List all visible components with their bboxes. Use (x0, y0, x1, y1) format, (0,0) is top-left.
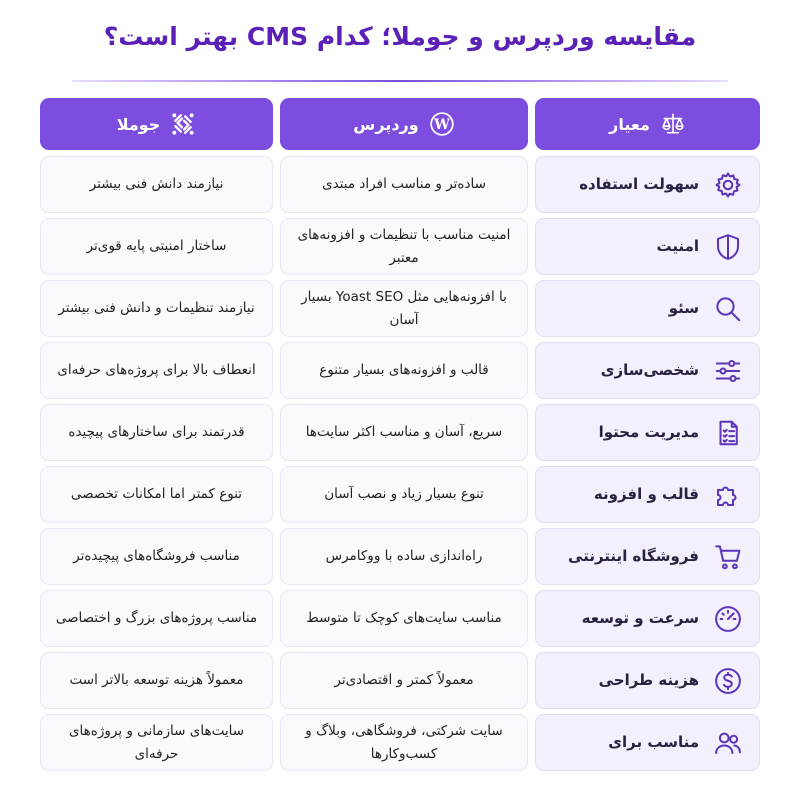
table-row (40, 466, 760, 523)
header-criterion (535, 98, 760, 150)
criterion-cell (535, 714, 760, 771)
header-joomla-label: جوملا (116, 114, 161, 134)
table-row (40, 156, 760, 213)
search-icon (713, 294, 743, 324)
joomla-cell: مناسب فروشگاه‌های پیچیده‌تر (40, 528, 273, 585)
criterion-cell (535, 342, 760, 399)
wordpress-cell: تنوع بسیار زیاد و نصب آسان (280, 466, 528, 523)
table-row (40, 342, 760, 399)
wordpress-cell: ساده‌تر و مناسب افراد مبتدی (280, 156, 528, 213)
table-header (40, 98, 760, 150)
joomla-cell: نیازمند تنظیمات و دانش فنی بیشتر (40, 280, 273, 337)
joomla-cell: مناسب پروژه‌های بزرگ و اختصاصی (40, 590, 273, 647)
criterion-cell (535, 466, 760, 523)
table-row (40, 280, 760, 337)
criterion-label: مدیریت محتوا (598, 423, 699, 441)
title-divider (72, 80, 728, 82)
wordpress-logo-icon (429, 111, 455, 137)
joomla-cell: سایت‌های سازمانی و پروژه‌های حرفه‌ای (40, 714, 273, 771)
criterion-cell (535, 528, 760, 585)
joomla-cell: انعطاف بالا برای پروژه‌های حرفه‌ای (40, 342, 273, 399)
header-wordpress-label: وردپرس (353, 114, 419, 134)
header-wordpress (280, 98, 528, 150)
dollar-icon (713, 666, 743, 696)
joomla-cell: نیازمند دانش فنی بیشتر (40, 156, 273, 213)
table-row (40, 404, 760, 461)
wordpress-cell: راه‌اندازی ساده با ووکامرس (280, 528, 528, 585)
gauge-icon (713, 604, 743, 634)
criterion-cell (535, 590, 760, 647)
criterion-label: سرعت و توسعه (581, 609, 699, 627)
page-title: مقایسه وردپرس و جوملا؛ کدام CMS بهتر است؟ (103, 22, 697, 51)
checklist-icon (713, 418, 743, 448)
cart-icon (713, 542, 743, 572)
table-row (40, 714, 760, 771)
criterion-label: فروشگاه اینترنتی (568, 547, 699, 565)
puzzle-icon (713, 480, 743, 510)
criterion-cell (535, 218, 760, 275)
svg-text:W: W (433, 116, 450, 133)
criterion-label: هزینه طراحی (598, 671, 699, 689)
criterion-cell (535, 404, 760, 461)
scale-icon (660, 111, 686, 137)
wordpress-cell: سایت شرکتی، فروشگاهی، وبلاگ و کسب‌وکارها (280, 714, 528, 771)
joomla-cell: قدرتمند برای ساختارهای پیچیده (40, 404, 273, 461)
table-row (40, 218, 760, 275)
gear-icon (713, 170, 743, 200)
criterion-label: سهولت استفاده (579, 175, 699, 193)
criterion-cell (535, 652, 760, 709)
criterion-label: شخصی‌سازی (600, 361, 699, 379)
table-row (40, 590, 760, 647)
wordpress-cell: مناسب سایت‌های کوچک تا متوسط (280, 590, 528, 647)
criterion-cell (535, 280, 760, 337)
wordpress-cell: قالب و افزونه‌های بسیار متنوع (280, 342, 528, 399)
sliders-icon (713, 356, 743, 386)
users-icon (713, 728, 743, 758)
joomla-logo-icon (170, 111, 196, 137)
joomla-cell: معمولاً هزینه توسعه بالاتر است (40, 652, 273, 709)
wordpress-cell: سریع، آسان و مناسب اکثر سایت‌ها (280, 404, 528, 461)
shield-icon (713, 232, 743, 262)
table-row (40, 528, 760, 585)
joomla-cell: ساختار امنیتی پایه قوی‌تر (40, 218, 273, 275)
header-criterion-label: معیار (609, 114, 650, 134)
joomla-cell: تنوع کمتر اما امکانات تخصصی (40, 466, 273, 523)
header-joomla (40, 98, 273, 150)
table-row (40, 652, 760, 709)
criterion-label: سئو (668, 299, 699, 317)
criterion-cell (535, 156, 760, 213)
wordpress-cell: امنیت مناسب با تنظیمات و افزونه‌های معتبر (280, 218, 528, 275)
criterion-label: امنیت (656, 237, 699, 255)
criterion-label: قالب و افزونه (593, 485, 699, 503)
wordpress-cell: با افزونه‌هایی مثل Yoast SEO بسیار آسان (280, 280, 528, 337)
wordpress-cell: معمولاً کمتر و اقتصادی‌تر (280, 652, 528, 709)
criterion-label: مناسب برای (608, 733, 699, 751)
